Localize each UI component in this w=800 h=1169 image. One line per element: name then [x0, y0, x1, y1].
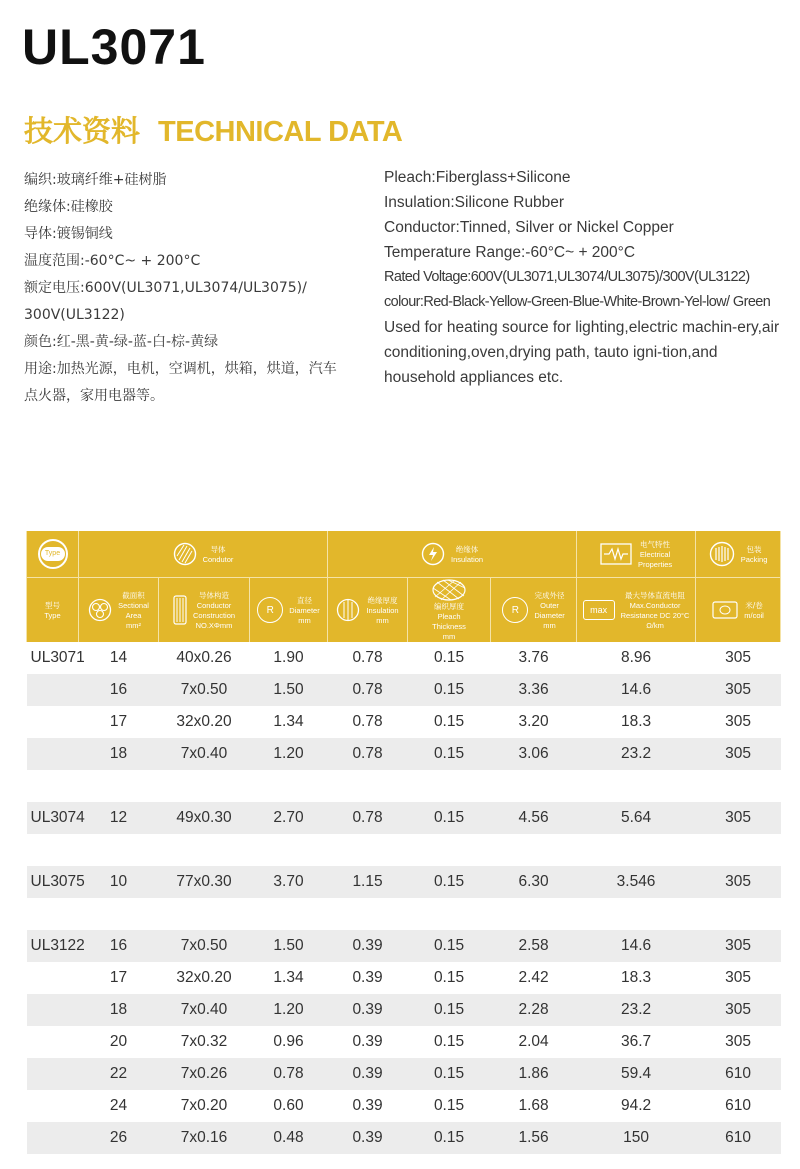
cell-coil: 305	[725, 1033, 751, 1050]
cell-area: 14	[109, 649, 128, 666]
conductor-strand-icon	[173, 595, 187, 625]
cell-construction: 7x0.26	[159, 1058, 250, 1090]
cn-spec-line: 编织:玻璃纤维+硅树脂	[24, 172, 167, 188]
cell-diameter: 1.34	[273, 969, 304, 986]
cell-type	[27, 674, 79, 706]
header-resistance: max 最大导体直流电阻 Max.Conductor Resistance DC 20°C Ω/km	[577, 578, 696, 643]
cell-pleach-thickness: 0.15	[408, 930, 491, 962]
cell-diameter: 3.70	[250, 866, 328, 898]
cell-pleach-thickness: 0.15	[408, 738, 491, 770]
cell-ins-thickness: 0.39	[328, 994, 408, 1026]
cell-outer-diameter: 2.04	[518, 1033, 549, 1050]
cell-resistance: 23.2	[577, 738, 696, 770]
table-row	[27, 1058, 781, 1090]
table-row	[27, 738, 781, 770]
cell-resistance: 14.6	[577, 674, 696, 706]
cell-area: 24	[109, 1097, 128, 1114]
cell-diameter: 1.50	[250, 674, 328, 706]
cell-type	[27, 706, 79, 738]
cell-resistance: 150	[577, 1122, 696, 1154]
cell-construction: 40x0.26	[176, 649, 232, 666]
cell-coil: 610	[725, 1097, 751, 1114]
cell-pleach-thickness: 0.15	[433, 649, 465, 666]
cell-area: 16	[79, 930, 159, 962]
header-diameter: R 直径 Diameter mm	[250, 578, 328, 643]
cell-area: 18	[79, 994, 159, 1026]
cell-resistance: 8.96	[620, 649, 652, 666]
header-outer-diameter: R 完成外径 Outer Diameter mm	[491, 578, 577, 643]
cell-outer-diameter: 3.06	[491, 738, 577, 770]
en-spec-insulation: Insulation:Silicone Rubber	[384, 194, 565, 211]
cn-spec-list	[24, 167, 354, 410]
en-spec-pleach: Pleach:Fiberglass+Silicone	[384, 169, 571, 186]
cell-resistance: 59.4	[577, 1058, 696, 1090]
cell-pleach-thickness: 0.15	[408, 802, 491, 834]
cell-type	[27, 1058, 79, 1090]
cell-outer-diameter: 1.86	[491, 1058, 577, 1090]
table-row	[27, 706, 781, 738]
cell-ins-thickness: 0.39	[352, 969, 383, 986]
cell-outer-diameter: 6.30	[491, 866, 577, 898]
table-spacer-row	[27, 834, 781, 866]
cn-spec-line: 用途:加热光源，电机，空调机，烘箱，烘道，汽车	[24, 361, 337, 377]
table-spacer-row	[27, 898, 781, 930]
cell-area: 20	[109, 1033, 128, 1050]
cell-diameter: 0.60	[273, 1097, 304, 1114]
cell-type: UL3071	[30, 649, 85, 666]
cell-area: 17	[109, 969, 128, 986]
cell-coil: 610	[696, 1058, 781, 1090]
cell-coil: 610	[696, 1122, 781, 1154]
cell-resistance: 18.3	[620, 969, 652, 986]
cell-ins-thickness: 1.15	[328, 866, 408, 898]
cell-diameter: 0.78	[250, 1058, 328, 1090]
en-spec-temperature: Temperature Range:-60°C~ + 200°C	[384, 244, 636, 261]
max-meter-icon: max	[583, 600, 615, 620]
cell-coil: 305	[696, 994, 781, 1026]
cell-resistance: 23.2	[577, 994, 696, 1026]
cell-diameter: 1.50	[250, 930, 328, 962]
radius-r-icon: R	[257, 597, 283, 623]
table-row	[27, 994, 781, 1026]
header-conductor: 导体 Condutor	[79, 531, 328, 578]
cell-ins-thickness: 0.39	[328, 1058, 408, 1090]
cell-diameter: 0.96	[273, 1033, 304, 1050]
cell-ins-thickness: 0.39	[328, 930, 408, 962]
cell-area: 10	[79, 866, 159, 898]
cell-type	[27, 1090, 79, 1122]
header-type: 型号 Type	[27, 578, 79, 643]
spec-table	[26, 531, 781, 1154]
cell-diameter: 1.20	[250, 994, 328, 1026]
cell-pleach-thickness: 0.15	[408, 994, 491, 1026]
cell-ins-thickness: 0.39	[352, 1097, 383, 1114]
cell-construction: 32x0.20	[176, 713, 232, 730]
table-row	[27, 802, 781, 834]
resistor-icon	[600, 543, 632, 565]
cell-type	[27, 738, 79, 770]
table-row	[27, 930, 781, 962]
en-spec-voltage: Rated Voltage:600V(UL3071,UL3074/UL3075)/300V(UL3122)	[384, 269, 750, 285]
cell-area: 12	[79, 802, 159, 834]
cell-coil: 305	[696, 674, 781, 706]
cell-ins-thickness: 0.39	[328, 1122, 408, 1154]
table-row	[27, 962, 781, 994]
cell-outer-diameter: 3.36	[491, 674, 577, 706]
cell-pleach-thickness: 0.15	[408, 1122, 491, 1154]
cell-resistance: 14.6	[577, 930, 696, 962]
spec-table-body	[27, 642, 781, 1154]
cell-area: 26	[79, 1122, 159, 1154]
cell-area: 17	[109, 713, 128, 730]
en-spec-list	[384, 165, 784, 390]
cell-outer-diameter: 3.20	[518, 713, 549, 730]
cell-outer-diameter: 3.76	[518, 649, 549, 666]
cell-construction: 77x0.30	[159, 866, 250, 898]
cell-type: UL3074	[27, 802, 79, 834]
header-insulation: 绝缘体 Insulation	[328, 531, 577, 578]
cell-type	[27, 994, 79, 1026]
cable-reel-icon	[712, 601, 738, 619]
cell-type	[27, 1026, 79, 1058]
cross-section-icon	[88, 598, 112, 622]
cell-resistance: 3.546	[577, 866, 696, 898]
cell-construction: 7x0.16	[159, 1122, 250, 1154]
wire-strands-icon	[173, 542, 197, 566]
cell-ins-thickness: 0.78	[328, 674, 408, 706]
spacer-cell	[27, 834, 781, 866]
cell-ins-thickness: 0.39	[352, 1033, 383, 1050]
cell-construction: 7x0.32	[180, 1033, 228, 1050]
cell-construction: 7x0.50	[159, 930, 250, 962]
cell-type: UL3075	[27, 866, 79, 898]
cell-construction: 7x0.40	[159, 994, 250, 1026]
cell-diameter: 1.34	[273, 713, 304, 730]
cell-coil: 305	[725, 969, 751, 986]
cn-spec-line: 绝缘体:硅橡胶	[24, 199, 113, 215]
cn-spec-line: 点火器，家用电器等。	[24, 388, 164, 404]
cell-area: 22	[79, 1058, 159, 1090]
insulation-bolt-icon	[421, 542, 445, 566]
cell-outer-diameter: 2.58	[491, 930, 577, 962]
cell-resistance: 5.64	[577, 802, 696, 834]
cell-pleach-thickness: 0.15	[433, 969, 465, 986]
cell-outer-diameter: 2.42	[518, 969, 549, 986]
table-row	[27, 674, 781, 706]
cell-diameter: 1.20	[250, 738, 328, 770]
en-spec-colour: colour:Red-Black-Yellow-Green-Blue-White-Brown-Yel-low/ Green	[384, 294, 771, 310]
table-row	[27, 866, 781, 898]
cell-diameter: 2.70	[250, 802, 328, 834]
cell-ins-thickness: 0.78	[352, 713, 383, 730]
cell-type	[27, 962, 79, 994]
braid-mesh-icon	[431, 579, 467, 601]
type-badge-icon: Type	[38, 539, 68, 569]
cell-outer-diameter: 2.28	[491, 994, 577, 1026]
cell-construction: 7x0.20	[180, 1097, 228, 1114]
cell-coil: 305	[696, 802, 781, 834]
cell-coil: 305	[725, 713, 751, 730]
cell-coil: 305	[696, 738, 781, 770]
cell-type: UL3122	[27, 930, 79, 962]
heading-en: TECHNICAL DATA	[158, 116, 403, 148]
section-heading	[24, 112, 402, 152]
cell-coil: 305	[725, 649, 751, 666]
cell-type	[27, 1122, 79, 1154]
cn-spec-line: 300V(UL3122)	[24, 307, 125, 323]
header-packing: 包装 Packing	[696, 531, 781, 578]
cell-coil: 305	[696, 866, 781, 898]
cell-construction: 7x0.50	[159, 674, 250, 706]
header-coil: 米/卷 m/coil	[696, 578, 781, 643]
outer-r-icon: R	[502, 597, 528, 623]
table-row	[27, 1122, 781, 1154]
cell-diameter: 0.48	[250, 1122, 328, 1154]
cell-pleach-thickness: 0.15	[433, 713, 465, 730]
spacer-cell	[27, 898, 781, 930]
insulation-layer-icon	[336, 598, 360, 622]
header-insulation-thickness: 绝缘厚度 Insulation mm	[328, 578, 408, 643]
cell-coil: 305	[696, 930, 781, 962]
cell-pleach-thickness: 0.15	[408, 1058, 491, 1090]
cn-spec-line: 颜色:红-黑-黄-绿-蓝-白-棕-黄绿	[24, 334, 219, 350]
cell-resistance: 18.3	[620, 713, 652, 730]
spacer-cell	[27, 770, 781, 802]
cell-outer-diameter: 4.56	[491, 802, 577, 834]
cn-spec-line: 温度范围:-60°C~ + 200°C	[24, 253, 201, 269]
cell-area: 16	[79, 674, 159, 706]
cell-area: 18	[79, 738, 159, 770]
cell-pleach-thickness: 0.15	[408, 866, 491, 898]
table-row	[27, 1090, 781, 1122]
cell-construction: 49x0.30	[159, 802, 250, 834]
page-title: UL3071	[22, 19, 206, 75]
cell-outer-diameter: 1.56	[491, 1122, 577, 1154]
cell-resistance: 94.2	[620, 1097, 652, 1114]
cell-ins-thickness: 0.78	[352, 649, 383, 666]
header-construction: 导体构造 Conductor Construction NO.XΦmm	[159, 578, 250, 643]
en-spec-usage: Used for heating source for lighting,electric machin-ery,air conditioning,oven,drying path, tauto igni-tion,and household appliances etc.	[384, 319, 780, 386]
table-row	[27, 1026, 781, 1058]
cn-spec-line: 额定电压:600V(UL3071,UL3074/UL3075)/	[24, 280, 307, 296]
cell-construction: 32x0.20	[176, 969, 232, 986]
cell-pleach-thickness: 0.15	[433, 1097, 465, 1114]
cell-ins-thickness: 0.78	[328, 738, 408, 770]
heading-cn: 技术资料	[24, 116, 141, 148]
cell-construction: 7x0.40	[159, 738, 250, 770]
cell-pleach-thickness: 0.15	[433, 1033, 465, 1050]
header-pleach-thickness: 编织厚度 Pleach Thickness mm	[408, 578, 491, 643]
en-spec-conductor: Conductor:Tinned, Silver or Nickel Copper	[384, 219, 674, 236]
header-area: 截面积 Sectional Area mm²	[79, 578, 159, 643]
cell-outer-diameter: 1.68	[518, 1097, 549, 1114]
cn-spec-line: 导体:镀锡铜线	[24, 226, 113, 242]
cell-diameter: 1.90	[273, 649, 304, 666]
header-electrical: 电气特性 Electrical Properties	[577, 531, 696, 578]
header-type-badge-cell	[27, 531, 79, 578]
cell-ins-thickness: 0.78	[328, 802, 408, 834]
cell-resistance: 36.7	[620, 1033, 652, 1050]
cell-pleach-thickness: 0.15	[408, 674, 491, 706]
table-row	[27, 642, 781, 674]
coil-icon	[709, 541, 735, 567]
table-spacer-row	[27, 770, 781, 802]
